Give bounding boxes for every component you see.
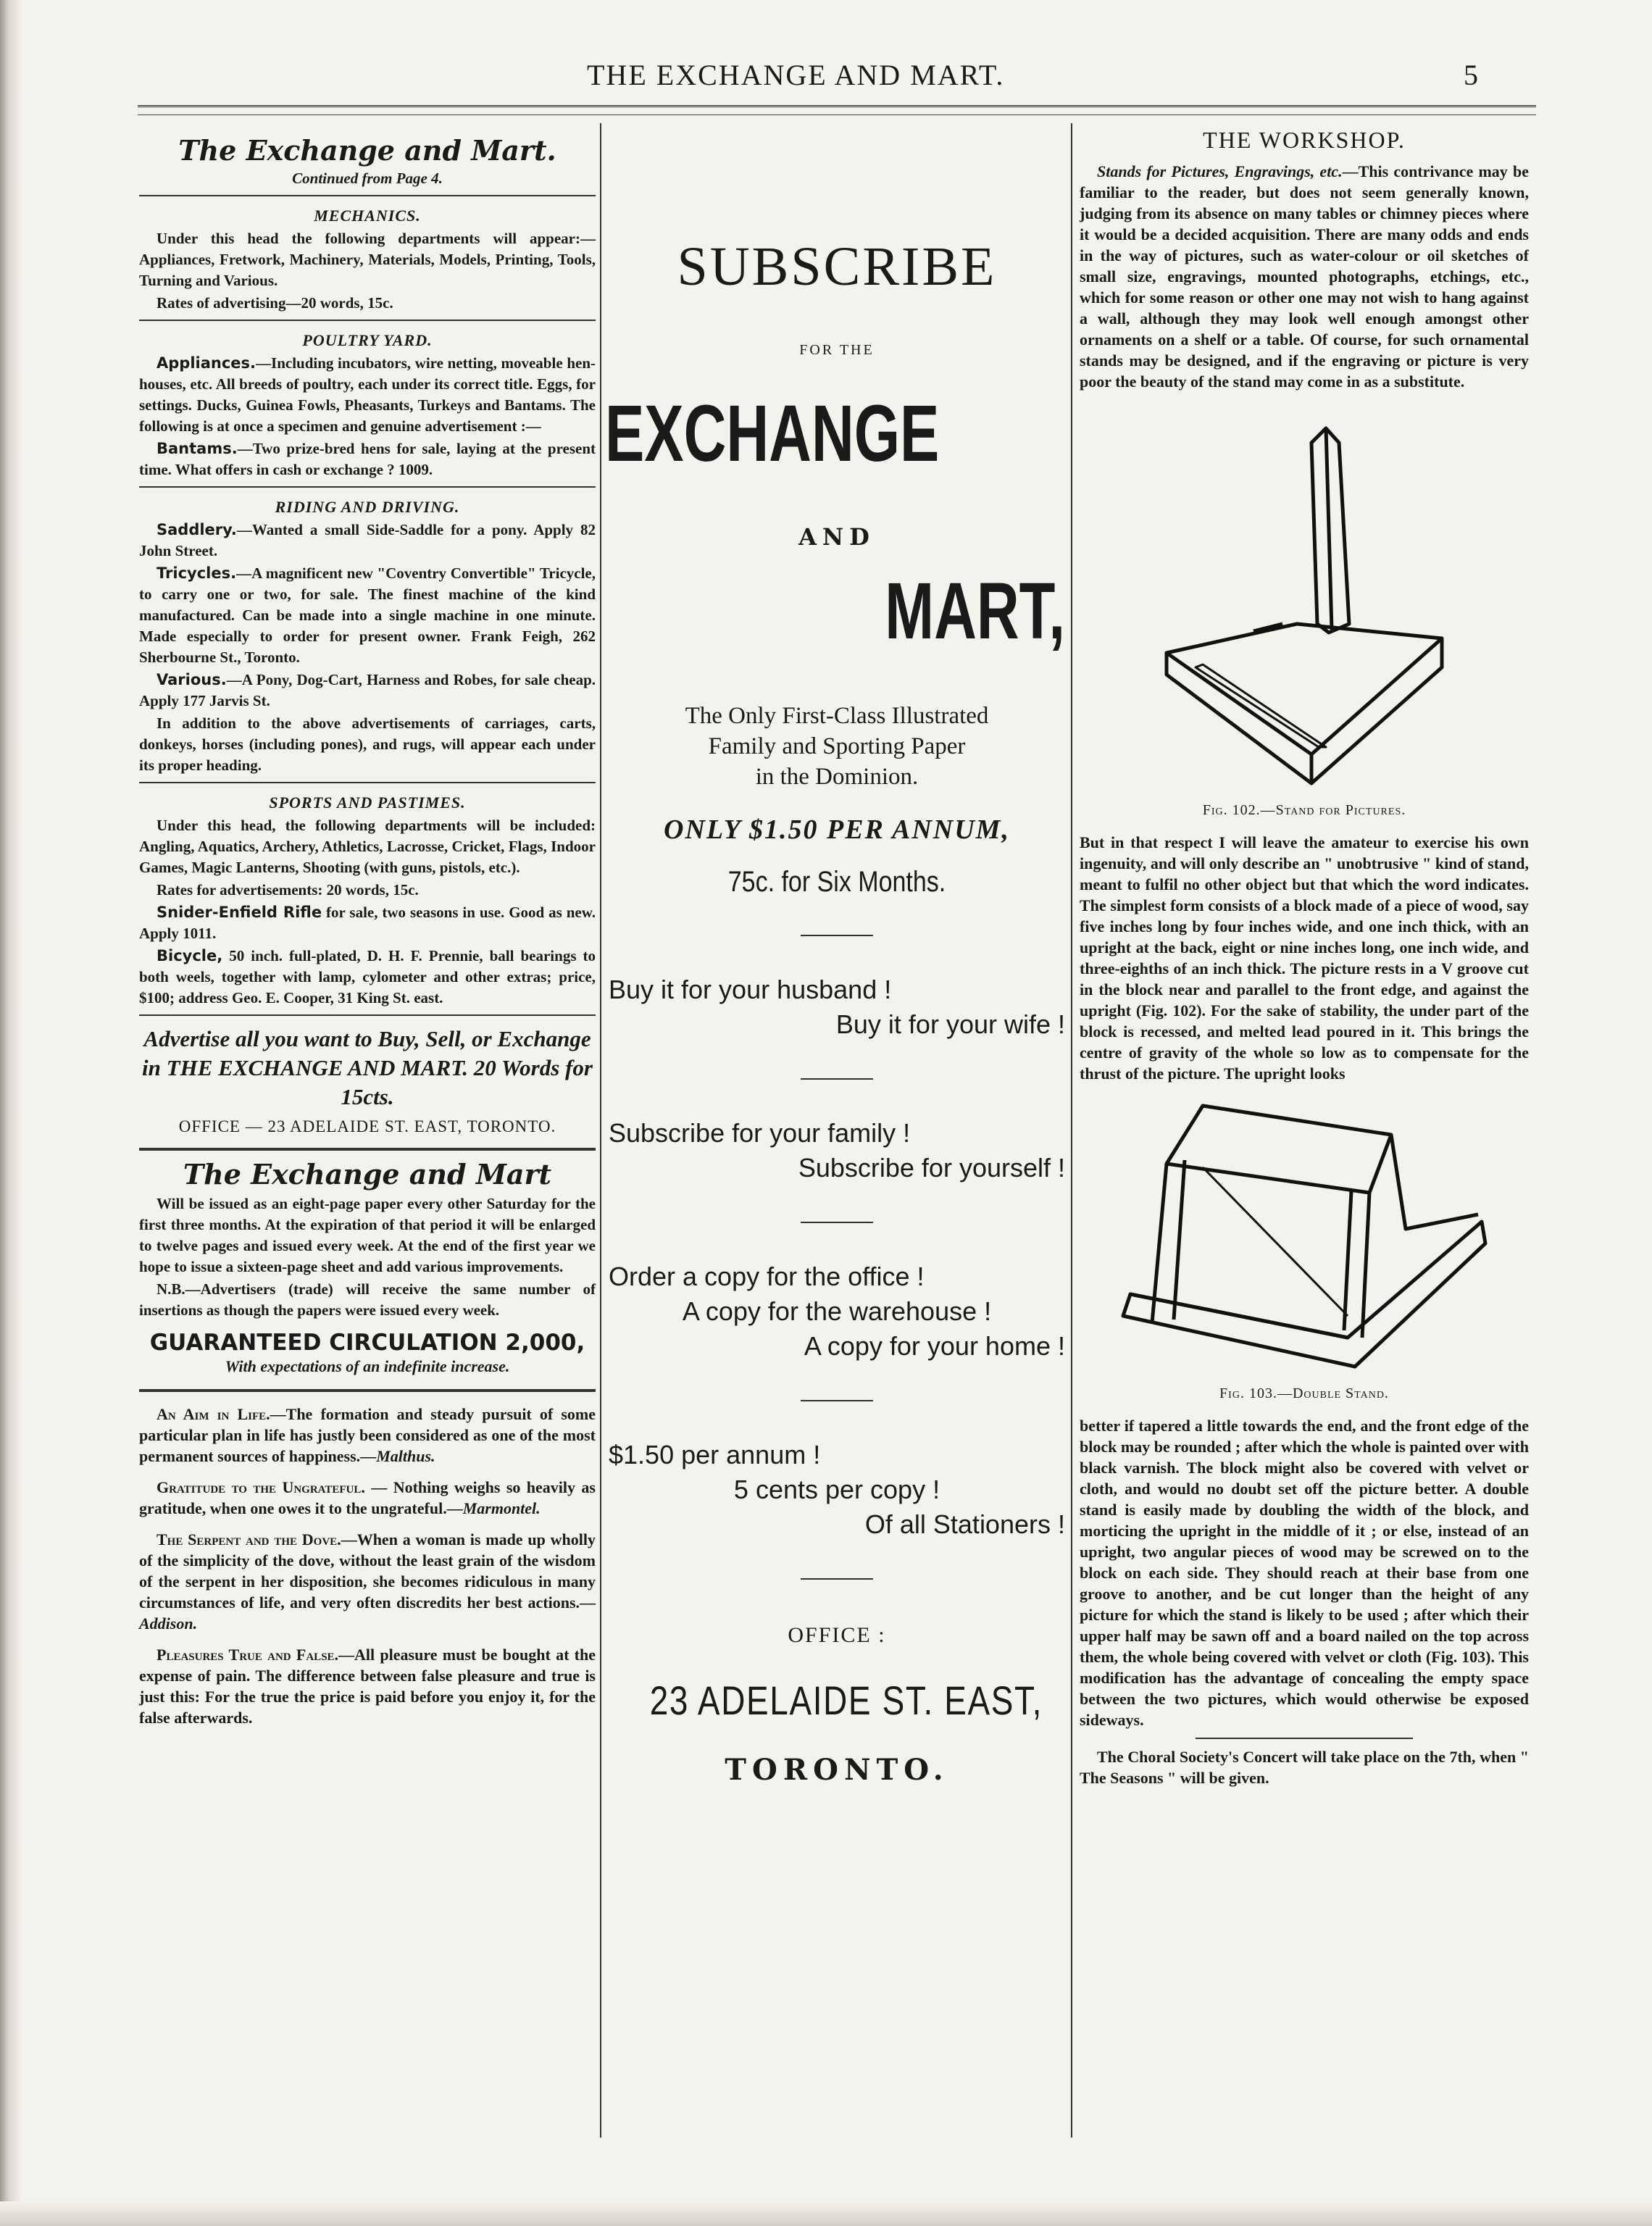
family-yourself xyxy=(609,1116,1065,1185)
divider xyxy=(139,782,596,783)
section-heading-riding: RIDING AND DRIVING. xyxy=(275,498,460,516)
appliances-text: —Including incubators, wire netting, moveable hen-houses, etc. All breeds of poultry, each under its correct title. Eggs, for settings. Ducks, Guinea Fowls, Pheasants, Turkeys and Bantams. The following is at once a specimen and genuine advertisement :— xyxy=(139,354,596,435)
serpent-lead: The Serpent and the Dove. xyxy=(157,1530,341,1548)
riding-saddlery xyxy=(139,520,596,562)
middle-column-ad xyxy=(605,127,1065,1787)
divider-dash xyxy=(801,935,873,936)
warehouse-line: A copy for the warehouse ! xyxy=(682,1296,992,1326)
tricycles-lead: Tricycles. xyxy=(157,564,237,582)
gratitude xyxy=(139,1477,596,1519)
grat-lead: Gratitude to the Ungrateful. xyxy=(157,1478,365,1496)
pleasures xyxy=(139,1644,596,1728)
saddlery-text: —Wanted a small Side-Saddle for a pony. Apply 82 John Street. xyxy=(139,521,596,559)
pleasures-text: —All pleasure must be bought at the expense of pain. The difference between false pleasure and true is just this: For the true the price is paid before you enjoy it, for the false afterwards. xyxy=(139,1646,596,1727)
serpent-author: Addison. xyxy=(139,1614,198,1633)
serpent-text: —When a woman is made up wholly of the simplicity of the dove, without the least grain of the wisdom of the serpent in her disposition, she becomes ridiculous in many circumstances of life, and very often discredits her best actions.— xyxy=(139,1530,596,1612)
aim-text: —The formation and steady pursuit of some particular plan in life has justly been considered as one of the most permanent sources of happiness.— xyxy=(139,1405,596,1465)
pleasures-lead: Pleasures True and False. xyxy=(157,1646,339,1664)
snider-lead: Snider-Enfield Rifle xyxy=(157,904,322,921)
office-address: 23 ADELAIDE ST. EAST, xyxy=(649,1677,1043,1723)
divider xyxy=(139,320,596,321)
bantams-text: —Two prize-bred hens for sale, laying at the present time. What offers in cash or exchange ? 1009. xyxy=(139,440,596,478)
tagline-line-2: Family and Sporting Paper xyxy=(708,733,966,759)
section-heading-mechanics: MECHANICS. xyxy=(314,207,421,225)
figure-102-caption: Fig. 102.—Stand for Pictures. xyxy=(1202,802,1406,818)
and-word: AND xyxy=(798,523,875,551)
column-divider-left xyxy=(600,123,601,2138)
annual-price: ONLY $1.50 PER ANNUM, xyxy=(664,814,1010,845)
sports-rates: Rates for advertisements: 20 words, 15c. xyxy=(157,881,419,899)
tagline xyxy=(609,701,1065,792)
divider-short xyxy=(1196,1738,1413,1739)
aim-lead: An Aim in Life. xyxy=(157,1405,270,1423)
choral-notice: The Choral Society's Concert will take place on the 7th, when " The Seasons " will be given. xyxy=(1080,1748,1529,1787)
bicycle-lead: Bicycle, xyxy=(157,947,223,964)
mart-word: MART, xyxy=(885,567,1065,656)
snider-text: for sale, two seasons in use. Good as new. Apply 1011. xyxy=(139,904,596,942)
workshop-intro-text: —This contrivance may be familiar to the reader, but does not seem generally known, judging from its absence on many tables or chimney pieces where it would be a decided acquisition. There are many odds and ends in the way of pictures, such as water-colour or oil sketches of small size, engravings, mounted photographs, etchings, etc., which for some reason or other one may not wish to hang against a wall, although they may look well enough amongst other ornaments on a shelf or a table. Of course, for such ornamental stands may be designed, and if the engraving or picture is very poor the beauty of the stand may come in as a substitute. xyxy=(1080,162,1529,391)
yourself-line: Subscribe for yourself ! xyxy=(798,1153,1065,1183)
for-the-label: FOR THE xyxy=(799,342,875,358)
grat-author: Marmontel. xyxy=(462,1499,541,1517)
order-copy xyxy=(609,1259,1065,1364)
continued-note: Continued from Page 4. xyxy=(292,170,443,187)
poultry-appliances xyxy=(139,353,596,437)
workshop-para-2: But in that respect I will leave the amateur to exercise his own ingenuity, and will only describe an " unobtrusive " kind of stand, meant to fulfil no other object but that which the word indicates. The simplest form consists of a block made of a piece of wood, say five inches long by four inches wide, and one inch thick, with an upright at the back, eight or nine inches long, one inch wide, and three-eighths of an inch thick. The picture rests in a V groove cut in the block near and parallel to the front edge, and against the upright (Fig. 102). For the sake of stability, the under part of the block is recessed, and melted lead poured in it. This brings the centre of gravity of the whole so low as to compensate for the thrust of the picture. The upright looks xyxy=(1080,833,1529,1083)
riding-tricycles xyxy=(139,563,596,668)
running-head xyxy=(0,58,1652,101)
section-heading-sports: SPORTS AND PASTIMES. xyxy=(269,793,466,812)
stationers-line: Of all Stationers ! xyxy=(864,1509,1065,1539)
double-stand-illustration xyxy=(1116,1099,1493,1381)
header-rule xyxy=(138,105,1536,107)
tricycles-text: —A magnificent new "Coventry Convertible" Tricycle, to carry one or two, for sale. The finest machine of the kind manufactured. Can be made into a single machine in one minute. Made especially to order for present owner. Frank Feigh, 262 Sherbourne St., Toronto. xyxy=(139,564,596,666)
divider-thick xyxy=(139,1389,596,1392)
sports-snider xyxy=(139,902,596,944)
advertise-notice: Advertise all you want to Buy, Sell, or Exchange in THE EXCHANGE AND MART. 20 Words for 15cts. xyxy=(142,1026,593,1109)
pricing-lines xyxy=(609,1438,1065,1542)
riding-addition: In addition to the above advertisements of carriages, carts, donkeys, horses (including pones), and rugs, will appear each under its proper heading. xyxy=(139,714,596,774)
subscribe-heading: SUBSCRIBE xyxy=(677,236,997,297)
issued-text: Will be issued as an eight-page paper every other Saturday for the first three months. At the expiration of that period it will be enlarged to twelve pages and issued every week. At the end of the first year we hope to issue a sixteen-page sheet and add various improvements. xyxy=(139,1195,596,1275)
page-left-edge xyxy=(0,0,22,2226)
workshop-intro xyxy=(1080,161,1529,392)
divider xyxy=(139,486,596,488)
nb-text: N.B.—Advertisers (trade) will receive the same number of insertions as though the papers were issued every week. xyxy=(139,1280,596,1319)
home-line: A copy for your home ! xyxy=(804,1331,1065,1361)
divider-dash xyxy=(801,1078,873,1080)
divider-dash xyxy=(801,1400,873,1401)
bantams-lead: Bantams. xyxy=(157,440,238,457)
riding-various xyxy=(139,670,596,712)
saddlery-lead: Saddlery. xyxy=(157,521,237,538)
section-heading-poultry: POULTRY YARD. xyxy=(302,331,433,349)
mechanics-rates: Rates of advertising—20 words, 15c. xyxy=(157,294,393,312)
mechanics-text: Under this head the following departments will appear:—Appliances, Fretwork, Machinery, Materials, Models, Printing, Tools, Turning and Various. xyxy=(139,230,596,289)
aim-author: Malthus. xyxy=(376,1447,435,1465)
appliances-lead: Appliances. xyxy=(157,354,256,372)
figure-103-caption: Fig. 103.—Double Stand. xyxy=(1219,1385,1389,1401)
tagline-line-1: The Only First-Class Illustrated xyxy=(685,703,989,729)
masthead-secondary: The Exchange and Mart xyxy=(183,1158,552,1191)
column-divider-right xyxy=(1071,123,1072,2138)
page-bottom-edge xyxy=(0,2201,1652,2226)
bicycle-text: 50 inch. full-plated, D. H. F. Prennie, ball bearings to both weels, together with lamp, cylometer and other extras; price, $100; address Geo. E. Cooper, 31 King St. east. xyxy=(139,947,596,1006)
header-rule-thin xyxy=(138,114,1536,115)
tagline-line-3: in the Dominion. xyxy=(755,764,919,790)
wife-line: Buy it for your wife ! xyxy=(835,1009,1065,1039)
husband-line: Buy it for your husband ! xyxy=(609,975,892,1004)
workshop-para-3: better if tapered a little towards the end, and the front edge of the block may be rounded ; after which the whole is painted over with black varnish. The block might also be covered with velvet or cloth, and would no doubt set off the picture better. A double stand is easily made by doubling the width of the block, and morticing the upright in the middle of it ; or else, instead of an upright, two angular pieces of wood may be screwed on to the block on each side. They should reach at their base from one groove to another, and be cut longer than the height of any picture for which the stand is likely to be used ; after which their upper half may be sawn off and a board nailed on the top across them, the whole being covered with velvet or cloth (Fig. 103). This modification has the advantage of concealing the empty space between the two pictures, which would otherwise be exposed sideways. xyxy=(1080,1417,1529,1729)
exchange-word: EXCHANGE xyxy=(605,389,940,478)
divider-dash xyxy=(801,1578,873,1580)
office-city: TORONTO. xyxy=(725,1753,949,1787)
grat-text: — Nothing weighs so heavily as gratitude, when one owes it to the ungrateful.— xyxy=(139,1478,596,1517)
family-line: Subscribe for your family ! xyxy=(609,1118,911,1148)
aim-in-life xyxy=(139,1404,596,1467)
sports-text: Under this head, the following departments will be included: Angling, Aquatics, Archery, Athletics, Lacrosse, Cricket, Flags, Indoor Games, Magic Lanterns, Shooting (with guns, pistols, etc.). xyxy=(139,817,596,876)
divider xyxy=(139,195,596,196)
right-column xyxy=(1080,127,1529,1788)
sports-bicycle xyxy=(139,946,596,1009)
guaranteed-circulation: GUARANTEED CIRCULATION 2,000, xyxy=(149,1330,585,1356)
divider-thick xyxy=(139,1148,596,1151)
various-lead: Various. xyxy=(157,671,227,688)
office-heading: OFFICE : xyxy=(788,1623,886,1647)
six-month-price: 75c. for Six Months. xyxy=(727,866,946,898)
various-text: —A Pony, Dog-Cart, Harness and Robes, for sale cheap. Apply 177 Jarvis St. xyxy=(139,671,596,709)
workshop-intro-italic: Stands for Pictures, Engravings, etc. xyxy=(1097,162,1343,180)
masthead: The Exchange and Mart. xyxy=(178,134,556,167)
office-copy-line: Order a copy for the office ! xyxy=(609,1262,925,1291)
poultry-bantams xyxy=(139,438,596,480)
divider xyxy=(139,1014,596,1016)
workshop-title: THE WORKSHOP. xyxy=(1203,127,1406,153)
per-annum-line: $1.50 per annum ! xyxy=(609,1440,821,1470)
guaranteed-subtitle: With expectations of an indefinite increase. xyxy=(225,1357,510,1375)
running-title: THE EXCHANGE AND MART. xyxy=(587,59,1005,91)
stand-for-pictures-illustration xyxy=(1152,407,1456,798)
office-line: OFFICE — 23 ADELAIDE ST. EAST, TORONTO. xyxy=(178,1117,556,1135)
page-number: 5 xyxy=(1464,59,1478,91)
divider-dash xyxy=(801,1222,873,1223)
left-column xyxy=(139,127,596,1738)
per-copy-line: 5 cents per copy ! xyxy=(733,1475,940,1504)
husband-wife xyxy=(609,972,1065,1042)
serpent-dove xyxy=(139,1529,596,1634)
